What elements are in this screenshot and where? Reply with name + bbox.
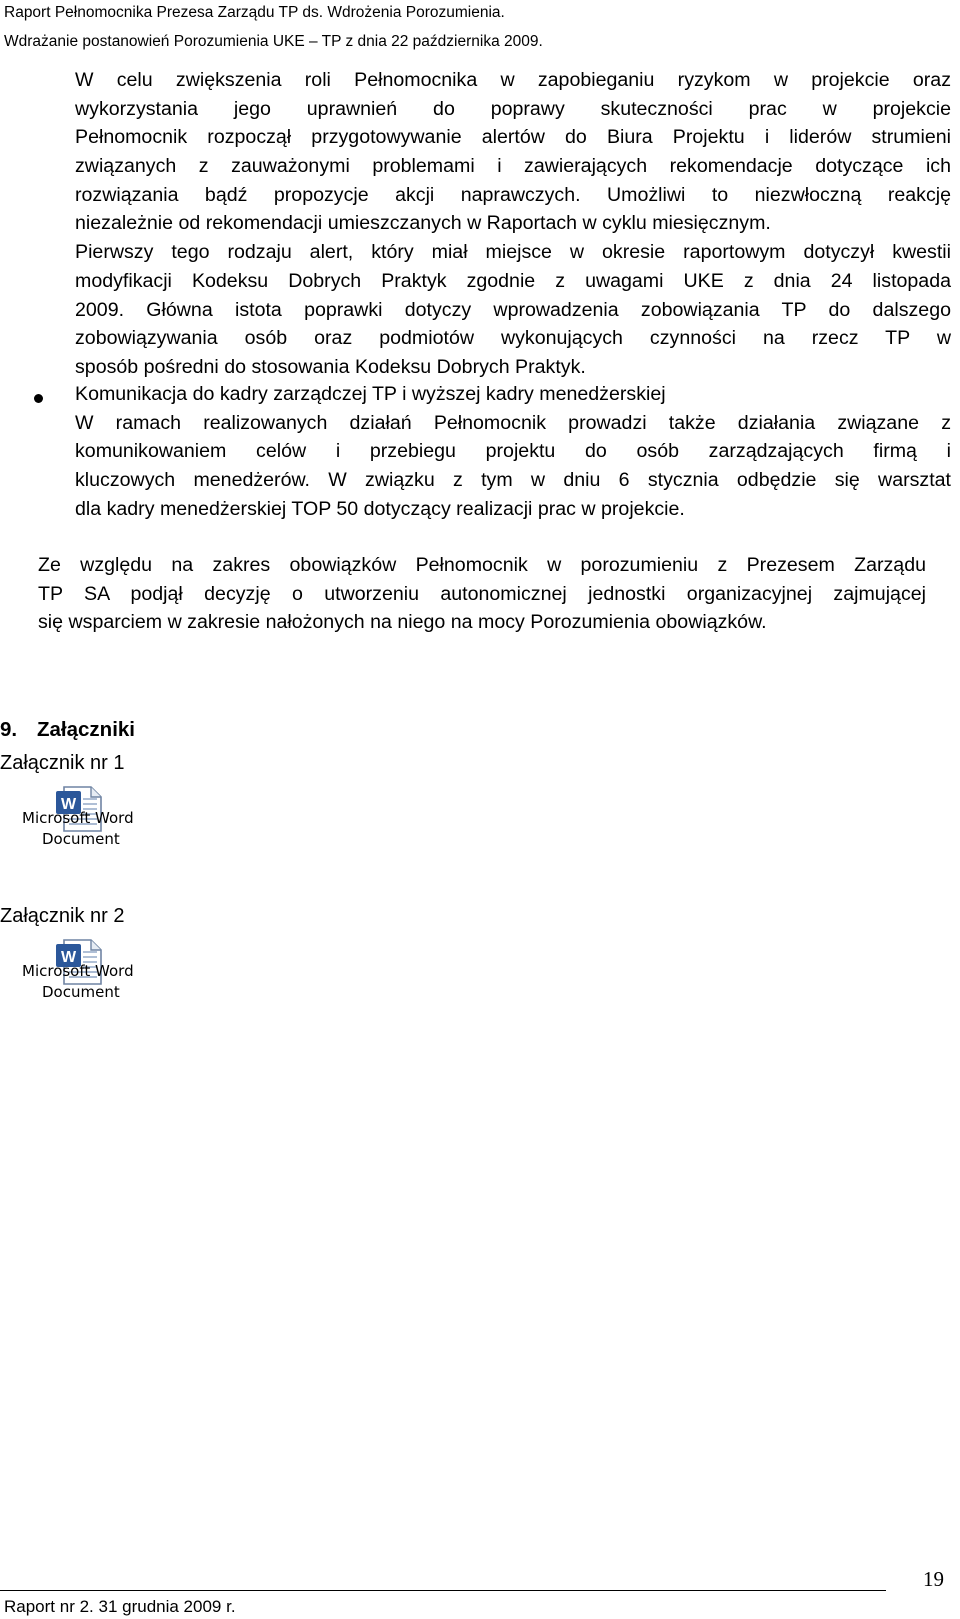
text-line: modyfikacji Kodeksu Dobrych Praktyk zgodnie z uwagami UKE z dnia 24 listopada [75, 269, 951, 292]
text-line: Pełnomocnik rozpoczął przygotowywanie alertów do Biura Projektu i liderów strumieni [75, 126, 951, 149]
section-heading [0, 718, 135, 742]
page-number: 19 [923, 1567, 944, 1591]
text-line: dla kadry menedżerskiej TOP 50 dotyczący realizacji prac w projekcie. [75, 497, 685, 520]
text-line: W ramach realizowanych działań Pełnomocnik prowadzi także działania związane z [75, 411, 951, 434]
header-line-2: Wdrażanie postanowień Porozumienia UKE – TP z dnia 22 października 2009. [4, 33, 543, 50]
attachment-1-caption[interactable] [22, 808, 138, 850]
text-line: wykorzystania jego uprawnień do poprawy skuteczności prac w projekcie [75, 97, 951, 120]
closing-paragraph [38, 551, 926, 637]
text-line: Pierwszy tego rodzaju alert, który miał miejsce w okresie raportowym dotyczył kwestii [75, 241, 951, 264]
text-line: komunikowaniem celów i przebiegu projektu do osób zarządzających firmą i [75, 440, 951, 463]
text-line: 2009. Główna istota poprawki dotyczy wprowadzenia zobowiązania TP do dalszego [75, 298, 951, 321]
text-line: TP SA podjął decyzję o utworzeniu autonomicznej jednostki organizacyjnej zajmującej [38, 582, 926, 605]
caption-line: Microsoft Word [22, 962, 134, 980]
text-line: się wsparciem w zakresie nałożonych na niego na mocy Porozumienia obowiązków. [38, 611, 767, 634]
footer-report-label: Raport nr 2. 31 grudnia 2009 r. [4, 1597, 236, 1616]
attachment-1-label: Załącznik nr 1 [0, 752, 125, 774]
alert-paragraph [75, 66, 951, 382]
communication-block [75, 380, 951, 523]
section-number: 9. [0, 718, 18, 741]
footer-divider [0, 1590, 886, 1591]
svg-text:W: W [60, 949, 77, 966]
text-line: zobowiązywania osób oraz podmiotów wykonujących czynności na rzecz TP w [75, 327, 951, 350]
attachment-2-caption[interactable] [22, 961, 138, 1003]
header-line-1: Raport Pełnomocnika Prezesa Zarządu TP ds. Wdrożenia Porozumienia. [4, 4, 505, 21]
text-line: rozwiązania bądź propozycje akcji naprawczych. Umożliwi to niezwłoczną reakcję [75, 183, 951, 206]
text-line: W celu zwiększenia roli Pełnomocnika w zapobieganiu ryzykom w projekcie oraz [75, 69, 951, 91]
caption-line: Document [42, 830, 120, 848]
text-line: związanych z zauważonymi problemami i zawierających rekomendacje dotyczące ich [75, 155, 951, 178]
caption-line: Document [42, 983, 120, 1001]
text-line: Ze względu na zakres obowiązków Pełnomocnik w porozumieniu z Prezesem Zarządu [38, 554, 926, 576]
attachment-2-label: Załącznik nr 2 [0, 905, 125, 927]
svg-text:W: W [60, 796, 77, 813]
bullet-point [34, 394, 43, 403]
caption-line: Microsoft Word [22, 809, 134, 827]
text-line: niezależnie od rekomendacji umieszczanych w Raportach w cyklu miesięcznym. [75, 212, 771, 235]
text-line: kluczowych menedżerów. W związku z tym w dniu 6 stycznia odbędzie się warsztat [75, 469, 951, 492]
section-title: Załączniki [37, 718, 135, 741]
text-line: sposób pośredni do stosowania Kodeksu Dobrych Praktyk. [75, 355, 586, 378]
bullet-title: Komunikacja do kadry zarządczej TP i wyższej kadry menedżerskiej [75, 383, 666, 405]
